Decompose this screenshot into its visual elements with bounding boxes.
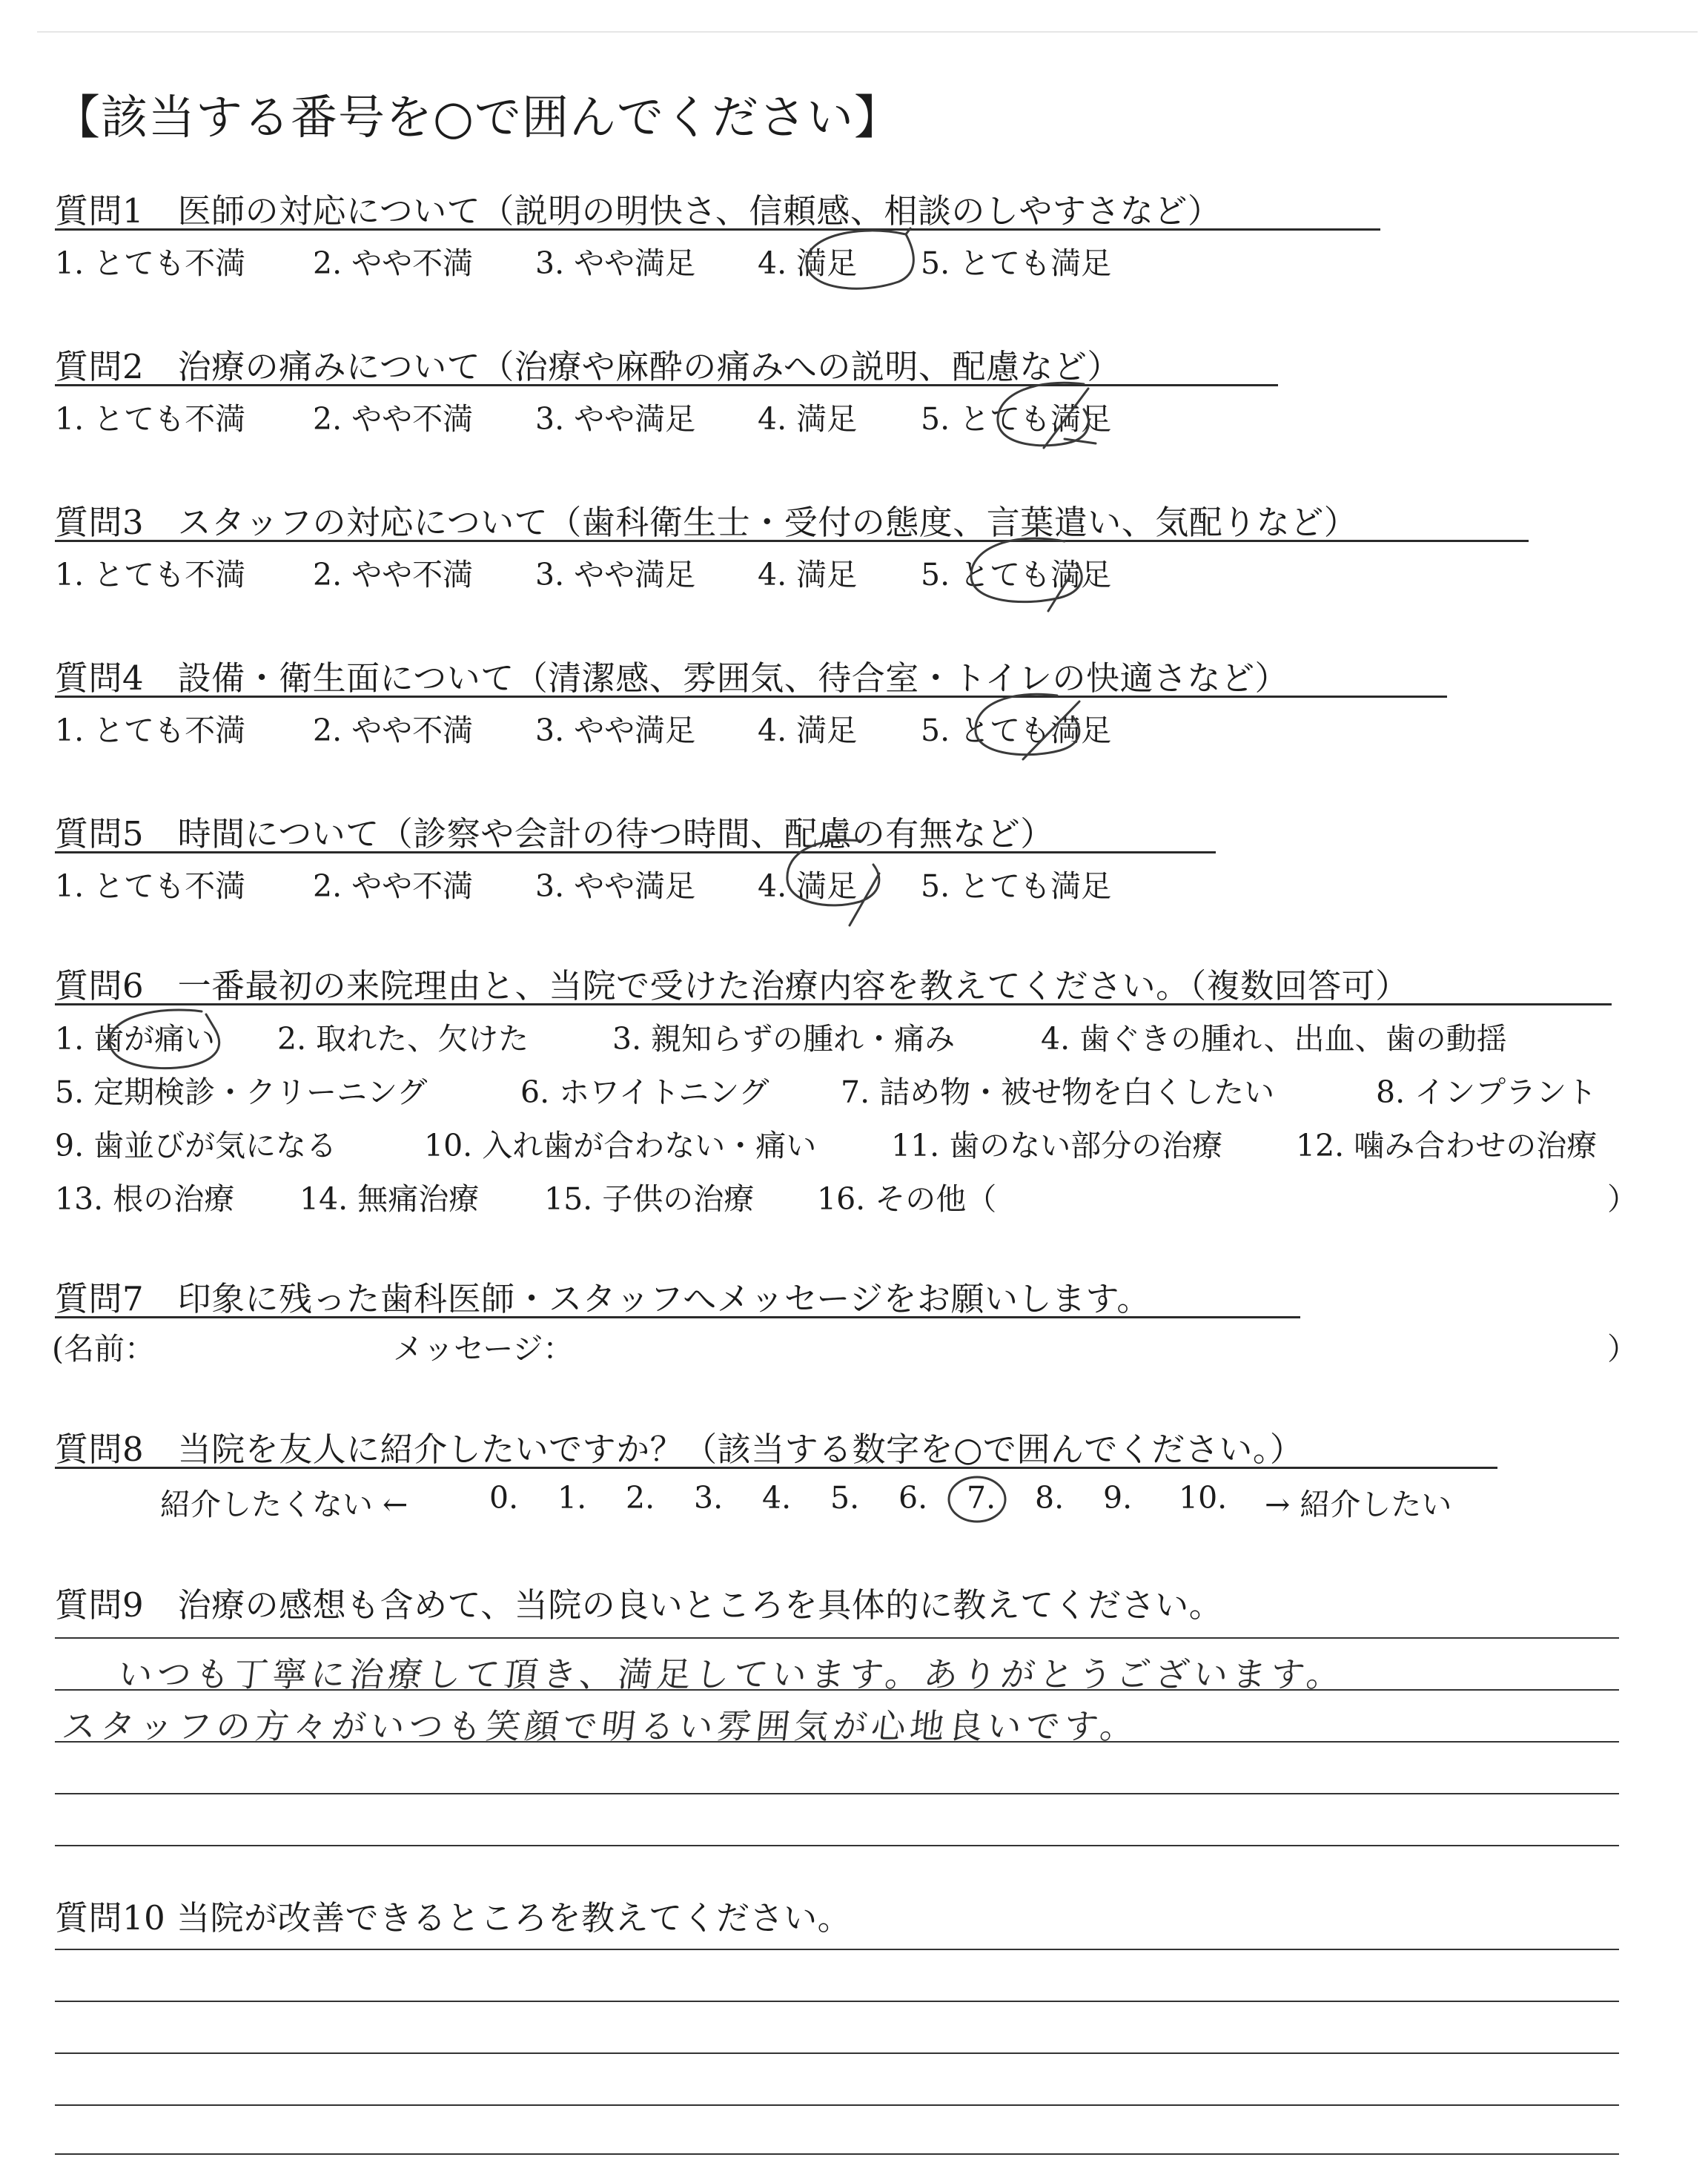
question-3-heading: 質問3 スタッフの対応について（歯科衛生士・受付の態度、言葉遣い、気配りなど） xyxy=(55,503,1358,542)
q5-option-5[interactable]: 5. とても満足 xyxy=(921,868,1112,904)
q8-score-5[interactable]: 5. xyxy=(830,1480,860,1516)
q6-option-12[interactable]: 12. 噛み合わせの治療 xyxy=(1296,1128,1598,1163)
q8-score-4[interactable]: 4. xyxy=(762,1480,792,1516)
q6-option-14[interactable]: 14. 無痛治療 xyxy=(299,1181,480,1217)
form-title: 【該当する番号を○で囲んでください】 xyxy=(53,90,901,145)
q6-other-close-paren: ） xyxy=(1607,1181,1638,1217)
question-6-underline xyxy=(55,1003,1612,1005)
q2-option-5[interactable]: 5. とても満足 xyxy=(921,401,1112,437)
q4-option-3[interactable]: 3. やや満足 xyxy=(535,713,696,748)
q8-left-label: 紹介したくない ← xyxy=(160,1487,408,1522)
q10-ruled-line-2 xyxy=(55,2001,1619,2002)
question-4-heading: 質問4 設備・衛生面について（清潔感、雰囲気、待合室・トイレの快適さなど） xyxy=(55,658,1288,698)
q5-option-2[interactable]: 2. やや不満 xyxy=(313,868,474,904)
question-3-underline xyxy=(55,540,1529,542)
q6-option-4[interactable]: 4. 歯ぐきの腫れ、出血、歯の動揺 xyxy=(1041,1021,1507,1057)
q6-option-1[interactable]: 1. 歯が痛い xyxy=(55,1021,216,1057)
q4-option-4[interactable]: 4. 満足 xyxy=(758,713,858,748)
q6-option-2[interactable]: 2. 取れた、欠けた xyxy=(277,1021,529,1057)
q6-option-16[interactable]: 16. その他（ xyxy=(817,1181,997,1217)
q9-handwritten-answer-1: いつも丁寧に治療して頂き、満足しています。ありがとうございます。 xyxy=(116,1654,1348,1694)
q9-ruled-line-2 xyxy=(55,1689,1619,1691)
q6-option-9[interactable]: 9. 歯並びが気になる xyxy=(55,1128,337,1163)
q6-option-15[interactable]: 15. 子供の治療 xyxy=(544,1181,755,1217)
q8-score-9[interactable]: 9. xyxy=(1103,1480,1133,1516)
question-4-underline xyxy=(55,696,1447,698)
q8-score-2[interactable]: 2. xyxy=(626,1480,655,1516)
q10-ruled-line-4 xyxy=(55,2104,1619,2106)
q5-option-3[interactable]: 3. やや満足 xyxy=(535,868,696,904)
q2-option-3[interactable]: 3. やや満足 xyxy=(535,401,696,437)
q10-ruled-line-5 xyxy=(55,2153,1619,2155)
question-5-heading: 質問5 時間について（診察や会計の待つ時間、配慮の有無など） xyxy=(55,814,1054,853)
q5-option-4[interactable]: 4. 満足 xyxy=(758,868,858,904)
question-6-heading: 質問6 一番最初の来院理由と、当院で受けた治療内容を教えてください。（複数回答可） xyxy=(55,966,1409,1005)
q9-ruled-line-5 xyxy=(55,1845,1619,1846)
q3-option-3[interactable]: 3. やや満足 xyxy=(535,557,696,592)
q5-option-1[interactable]: 1. とても不満 xyxy=(55,868,246,904)
question-5-underline xyxy=(55,851,1216,853)
q2-option-1[interactable]: 1. とても不満 xyxy=(55,401,246,437)
q8-score-0[interactable]: 0. xyxy=(489,1480,519,1516)
q8-score-3[interactable]: 3. xyxy=(694,1480,724,1516)
q6-option-7[interactable]: 7. 詰め物・被せ物を白くしたい xyxy=(841,1074,1275,1110)
q10-ruled-line-3 xyxy=(55,2052,1619,2054)
q3-option-2[interactable]: 2. やや不満 xyxy=(313,557,474,592)
question-7-underline xyxy=(55,1316,1300,1318)
question-8-heading: 質問8 当院を友人に紹介したいですか？（該当する数字を○で囲んでください。） xyxy=(55,1430,1304,1469)
q1-option-2[interactable]: 2. やや不満 xyxy=(313,245,474,281)
q1-option-1[interactable]: 1. とても不満 xyxy=(55,245,246,281)
q3-option-5[interactable]: 5. とても満足 xyxy=(921,557,1112,592)
q2-option-2[interactable]: 2. やや不満 xyxy=(313,401,474,437)
question-7-heading: 質問7 印象に残った歯科医師・スタッフへメッセージをお願いします。 xyxy=(55,1279,1151,1318)
q2-option-4[interactable]: 4. 満足 xyxy=(758,401,858,437)
q6-option-6[interactable]: 6. ホワイトニング xyxy=(520,1074,769,1110)
q6-option-13[interactable]: 13. 根の治療 xyxy=(55,1181,235,1217)
q1-option-4[interactable]: 4. 満足 xyxy=(758,245,858,281)
q4-option-1[interactable]: 1. とても不満 xyxy=(55,713,246,748)
question-2-underline xyxy=(55,384,1278,386)
q7-message-label: メッセージ： xyxy=(393,1331,574,1367)
q8-score-1[interactable]: 1. xyxy=(557,1480,587,1516)
q8-score-10[interactable]: 10. xyxy=(1179,1480,1228,1516)
q1-option-3[interactable]: 3. やや満足 xyxy=(535,245,696,281)
q1-option-5[interactable]: 5. とても満足 xyxy=(921,245,1112,281)
q6-option-11[interactable]: 11. 歯のない部分の治療 xyxy=(891,1128,1223,1163)
q9-ruled-line-3 xyxy=(55,1741,1619,1743)
q7-name-label: (名前： xyxy=(52,1331,155,1367)
question-8-underline xyxy=(55,1467,1497,1469)
question-2-heading: 質問2 治療の痛みについて（治療や麻酔の痛みへの説明、配慮など） xyxy=(55,347,1121,386)
q4-option-5[interactable]: 5. とても満足 xyxy=(921,713,1112,748)
q4-option-2[interactable]: 2. やや不満 xyxy=(313,713,474,748)
q9-ruled-line-4 xyxy=(55,1793,1619,1794)
q8-score-8[interactable]: 8. xyxy=(1035,1480,1065,1516)
question-1-underline xyxy=(55,228,1380,231)
q3-option-1[interactable]: 1. とても不満 xyxy=(55,557,246,592)
question-9-heading: 質問9 治療の感想も含めて、当院の良いところを具体的に教えてください。 xyxy=(55,1585,1223,1625)
q8-score-7[interactable]: 7. xyxy=(967,1480,996,1516)
page-top-border xyxy=(37,31,1698,33)
q6-option-3[interactable]: 3. 親知らずの腫れ・痛み xyxy=(612,1021,956,1057)
q8-right-label: → 紹介したい xyxy=(1265,1487,1452,1522)
q3-option-4[interactable]: 4. 満足 xyxy=(758,557,858,592)
q6-option-10[interactable]: 10. 入れ歯が合わない・痛い xyxy=(424,1128,817,1163)
q9-ruled-line-1 xyxy=(55,1637,1619,1639)
q8-score-6[interactable]: 6. xyxy=(898,1480,928,1516)
q6-option-5[interactable]: 5. 定期検診・クリーニング xyxy=(55,1074,428,1110)
question-10-heading: 質問10 当院が改善できるところを教えてください。 xyxy=(55,1898,852,1938)
q10-ruled-line-1 xyxy=(55,1949,1619,1950)
q9-handwritten-answer-2: スタッフの方々がいつも笑顔で明るい雰囲気が心地良いです。 xyxy=(59,1706,1141,1746)
q7-close-paren: ） xyxy=(1607,1331,1638,1367)
question-1-heading: 質問1 医師の対応について（説明の明快さ、信頼感、相談のしやすさなど） xyxy=(55,191,1222,231)
q6-option-8[interactable]: 8. インプラント xyxy=(1376,1074,1598,1110)
